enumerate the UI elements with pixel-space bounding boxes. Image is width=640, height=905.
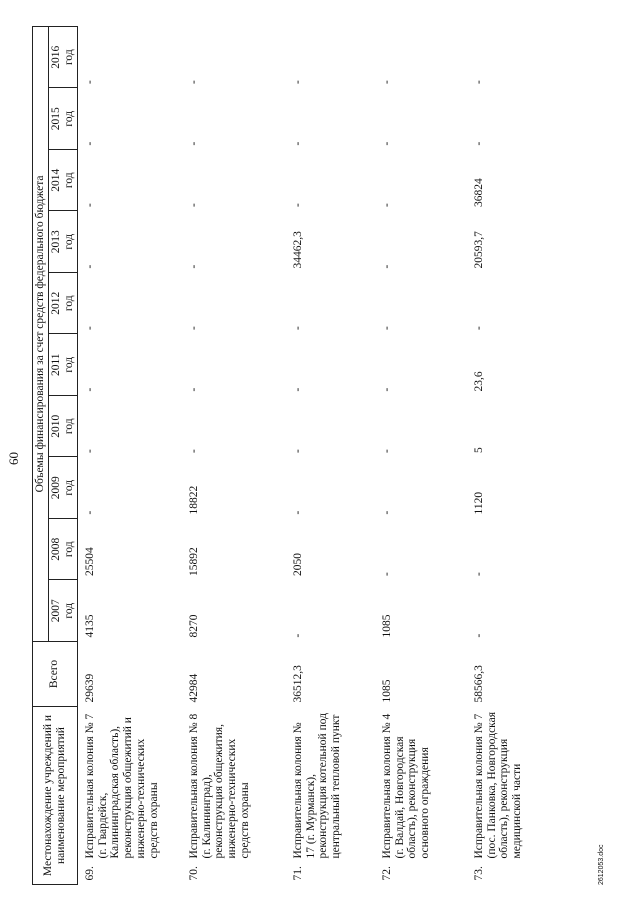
row-value: - <box>380 510 393 515</box>
row-value: - <box>187 387 200 392</box>
header-year: 2016 год <box>48 26 77 88</box>
row-value: - <box>291 387 304 392</box>
row-total: 36512,3 <box>291 665 304 703</box>
table-row <box>467 26 563 884</box>
row-value: - <box>187 203 200 207</box>
row-value: - <box>291 633 304 638</box>
row-value: 36824 <box>472 178 485 207</box>
row-value: - <box>291 510 304 515</box>
page-number: 60 <box>6 452 21 465</box>
header-year: 2009 год <box>48 457 77 519</box>
row-value: - <box>472 572 485 576</box>
row-value: 1120 <box>472 491 485 515</box>
row-value: - <box>380 141 393 146</box>
row-name: 73.Исправительная колония № 7 (пос. Панковка, Новгородская область), реконструкция медицинской части <box>472 712 524 881</box>
financing-table <box>32 26 563 885</box>
row-value: 2050 <box>291 553 304 576</box>
row-value: 23,6 <box>472 371 485 392</box>
row-value: - <box>291 449 304 453</box>
row-total: 29639 <box>83 673 96 703</box>
header-year: 2008 год <box>48 519 77 581</box>
row-value: - <box>380 264 393 269</box>
row-value: - <box>291 141 304 146</box>
header-year: 2010 год <box>48 396 77 458</box>
header-row-top <box>33 26 49 884</box>
header-location: Местонахождение учреждений и наименование мероприятий <box>33 707 78 885</box>
row-value: - <box>380 449 393 453</box>
row-name: 72.Исправительная колония № 4 (г. Валдай, Новгородская область), реконструкция основного ограждения <box>380 713 432 881</box>
header-year: 2012 год <box>48 273 77 335</box>
row-value: - <box>380 203 393 207</box>
row-total: 58566,3 <box>472 665 485 703</box>
table-row <box>286 26 375 884</box>
row-value: - <box>83 264 96 269</box>
row-value: - <box>472 80 485 84</box>
row-value: 5 <box>472 447 485 453</box>
row-value: - <box>472 326 485 330</box>
header-year: 2014 год <box>48 150 77 212</box>
row-value: - <box>380 387 393 392</box>
row-value: - <box>291 326 304 330</box>
row-value: - <box>380 80 393 84</box>
row-value: - <box>472 141 485 146</box>
table-row <box>77 26 182 884</box>
row-value: - <box>472 633 485 638</box>
row-value: - <box>83 387 96 392</box>
row-value: 1085 <box>380 614 393 638</box>
row-total: 1085 <box>380 679 393 703</box>
row-value: 34462,3 <box>291 231 304 269</box>
row-value: - <box>83 326 96 330</box>
row-total: 42984 <box>187 673 200 703</box>
row-value: - <box>83 449 96 453</box>
row-value: 20593,7 <box>472 231 485 269</box>
row-value: - <box>380 572 393 576</box>
header-total: Всего <box>33 642 78 707</box>
header-financing-group: Объемы финансирования за счет средств федерального бюджета <box>33 26 49 641</box>
row-value: - <box>291 203 304 207</box>
row-value: - <box>83 203 96 207</box>
row-value: - <box>187 449 200 453</box>
row-value: 18822 <box>187 485 200 515</box>
row-value: - <box>291 80 304 84</box>
table-row <box>375 26 467 884</box>
header-year: 2015 год <box>48 88 77 150</box>
row-value: - <box>187 80 200 84</box>
row-value: - <box>187 326 200 330</box>
row-value: - <box>83 80 96 84</box>
row-value: 25504 <box>83 547 96 576</box>
row-value: - <box>83 141 96 146</box>
row-value: - <box>187 141 200 146</box>
header-year: 2007 год <box>48 580 77 642</box>
table-row <box>182 26 286 884</box>
row-value: - <box>187 264 200 269</box>
row-name: 70.Исправительная колония № 8 (г. Калининград), реконструкция общежития, инженерно-технических средств охраны <box>187 713 252 881</box>
row-name: 71.Исправительная колония № 17 (г. Мурманск), реконструкция котельной под центральный тепловой пункт <box>291 712 343 881</box>
header-year: 2013 год <box>48 211 77 273</box>
footer-filename: 2612053.doc <box>598 844 605 885</box>
row-value: - <box>83 510 96 515</box>
row-value: 15892 <box>187 547 200 576</box>
row-name: 69.Исправительная колония № 7 (г. Гвардейск, Калининградская область), реконструкция общежитий и инженерно-технических средств охраны <box>83 713 160 881</box>
row-value: 4135 <box>83 614 96 638</box>
row-value: - <box>380 326 393 330</box>
header-year: 2011 год <box>48 334 77 396</box>
row-value: 8270 <box>187 614 200 638</box>
